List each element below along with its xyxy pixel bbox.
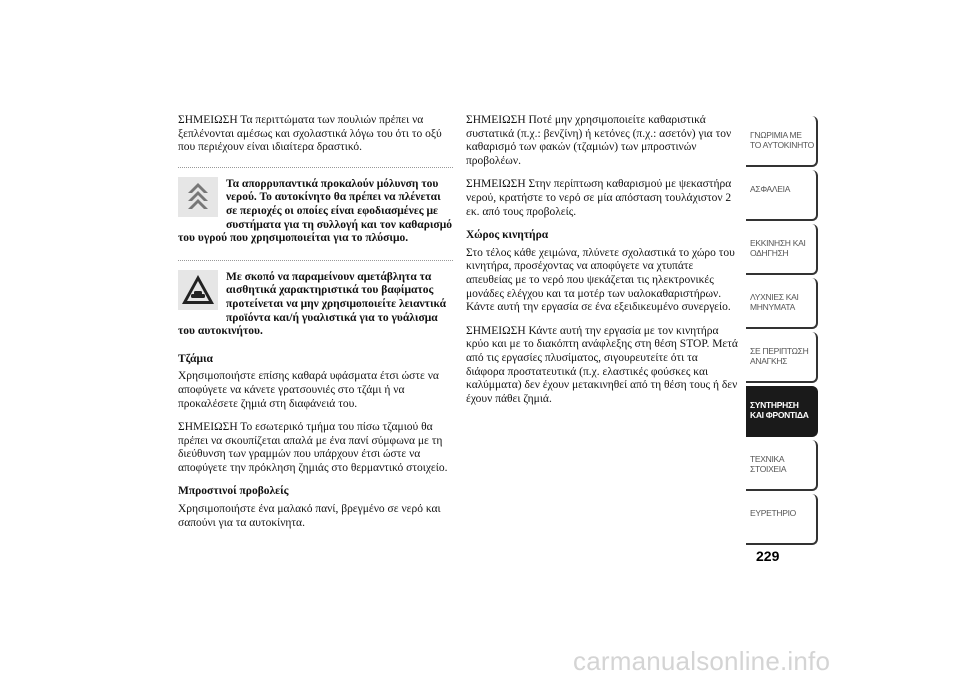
text-headlights: Χρησιμοποιήστε ένα μαλακό πανί, βρεγμένο σε νερό και σαπούνι για τα αυτοκίνητα. (178, 503, 441, 529)
note-water-jet: ΣΗΜΕΙΩΣΗ Στην περίπτωση καθαρισμού με ψεκαστήρα νερού, κρατήστε το νερό σε μία απόσταση τουλάχιστον 2 εκ. από τους προβολείς. (466, 178, 732, 218)
tab-getting-to-know[interactable]: ΓΝΩΡΙΜΙΑ ΜΕ ΤΟ ΑΥΤΟΚΙΝΗΤΟ (746, 116, 818, 167)
right-column (466, 114, 738, 416)
tab-emergency[interactable]: ΣΕ ΠΕΡΙΠΤΩΣΗ ΑΝΑΓΚΗΣ (746, 332, 818, 383)
watermark: carmanualsonline.info (573, 646, 831, 676)
tab-warning-lights[interactable]: ΛΥΧΝΙΕΣ ΚΑΙ ΜΗΝΥΜΑΤΑ (746, 278, 818, 329)
left-column (178, 114, 453, 540)
heading-glass: Τζάμια (178, 352, 213, 365)
tab-index[interactable]: ΕΥΡΕΤΗΡΙΟ (746, 494, 818, 545)
note-engine-stop: ΣΗΜΕΙΩΣΗ Κάντε αυτή την εργασία με τον κινητήρα κρύο και με το διακόπτη ανάφλεξης στη θέση STOP. Μετά από τις εργασίες πλυσίματος, σιγουρευτείτε ότι τα διάφορα προστατευτικά (π.χ. ελαστικές φούσκες και καλύμματα) δεν έχουν μετακινηθεί από τη θέση τους ή δεν έχουν πάθει ζημιά. (466, 324, 738, 405)
paint-warning (178, 260, 453, 339)
note-headlight-cleaners: ΣΗΜΕΙΩΣΗ Ποτέ μην χρησιμοποιείτε καθαριστικά συστατικά (π.χ.: βενζίνη) ή κετόνες (π.χ.: ασετόν) για τον καθαρισμό των φακών (τζαμιών) των μπροστινών προβολέων. (466, 114, 732, 167)
tab-technical-data[interactable]: ΤΕΧΝΙΚΑ ΣΤΟΙΧΕΙΑ (746, 440, 818, 491)
environment-warning-text: Τα απορρυπαντικά προκαλούν μόλυνση του νερού. Το αυτοκίνητο θα πρέπει να πλένεται σε περιοχές οι οποίες είναι εφοδιασμένες με συστήματα για τη συλλογή και τον καθαρισμό του υγρού που χρησιμοποιείται για το πλύσιμο. (178, 177, 452, 245)
tab-starting-driving[interactable]: ΕΚΚΙΝΗΣΗ ΚΑΙ ΟΔΗΓΗΣΗ (746, 224, 818, 275)
text-engine-bay: Στο τέλος κάθε χειμώνα, πλύνετε σχολαστικά το χώρο του κινητήρα, προσέχοντας να αποφύγετε να χτυπάτε απευθείας με το νερό που ψεκάζεται τις ηλεκτρονικές μονάδες ελέγχου και τα μοτέρ των υαλοκαθαριστήρων. Κάντε αυτή την εργασία σε ένα εξειδικευμένο συνεργείο. (466, 246, 735, 314)
note-bird-droppings: ΣΗΜΕΙΩΣΗ Τα περιττώματα των πουλιών πρέπει να ξεπλένονται αμέσως και σχολαστικά λόγω του ότι το οξύ που περιέχουν είναι ιδιαίτερα δραστικό. (178, 114, 442, 154)
environment-warning (178, 167, 453, 246)
page-number: 229 (756, 548, 780, 564)
note-rear-window: ΣΗΜΕΙΩΣΗ Το εσωτερικό τμήμα του πίσω τζαμιού θα πρέπει να σκουπίζεται απαλά με ένα πανί σύμφωνα με τη διεύθυνση των γραμμών που υπάρχουν έτσι ώστε να αποφύγετε την πρόκληση ζημιάς στο θερμαντικό στοιχείο. (178, 421, 448, 474)
chapter-tabs (746, 116, 818, 548)
heading-engine-bay: Χώρος κινητήρα (466, 229, 549, 242)
text-glass: Χρησιμοποιήστε επίσης καθαρά υφάσματα έτσι ώστε να αποφύγετε να κάνετε γρατσουνιές στο τζάμι ή να προκαλέσετε ζημιά στη διαφάνειά του. (178, 370, 439, 410)
paint-warning-text: Με σκοπό να παραμείνουν αμετάβλητα τα αισθητικά χαρακτηριστικά του βαφίματος προτείνεται να μην χρησιμοποιείτε λειαντικά προϊόντα και/ή γυαλιστικά για το γυάλισμα του αυτοκινήτου. (178, 270, 446, 338)
heading-headlights: Μπροστινοί προβολείς (178, 485, 289, 498)
tab-safety[interactable]: ΑΣΦΑΛΕΙΑ (746, 170, 818, 221)
environment-icon (178, 177, 218, 217)
car-warning-icon (178, 270, 218, 310)
tab-maintenance[interactable]: ΣΥΝΤΗΡΗΣΗ ΚΑΙ ΦΡΟΝΤΙΔΑ (746, 386, 818, 437)
